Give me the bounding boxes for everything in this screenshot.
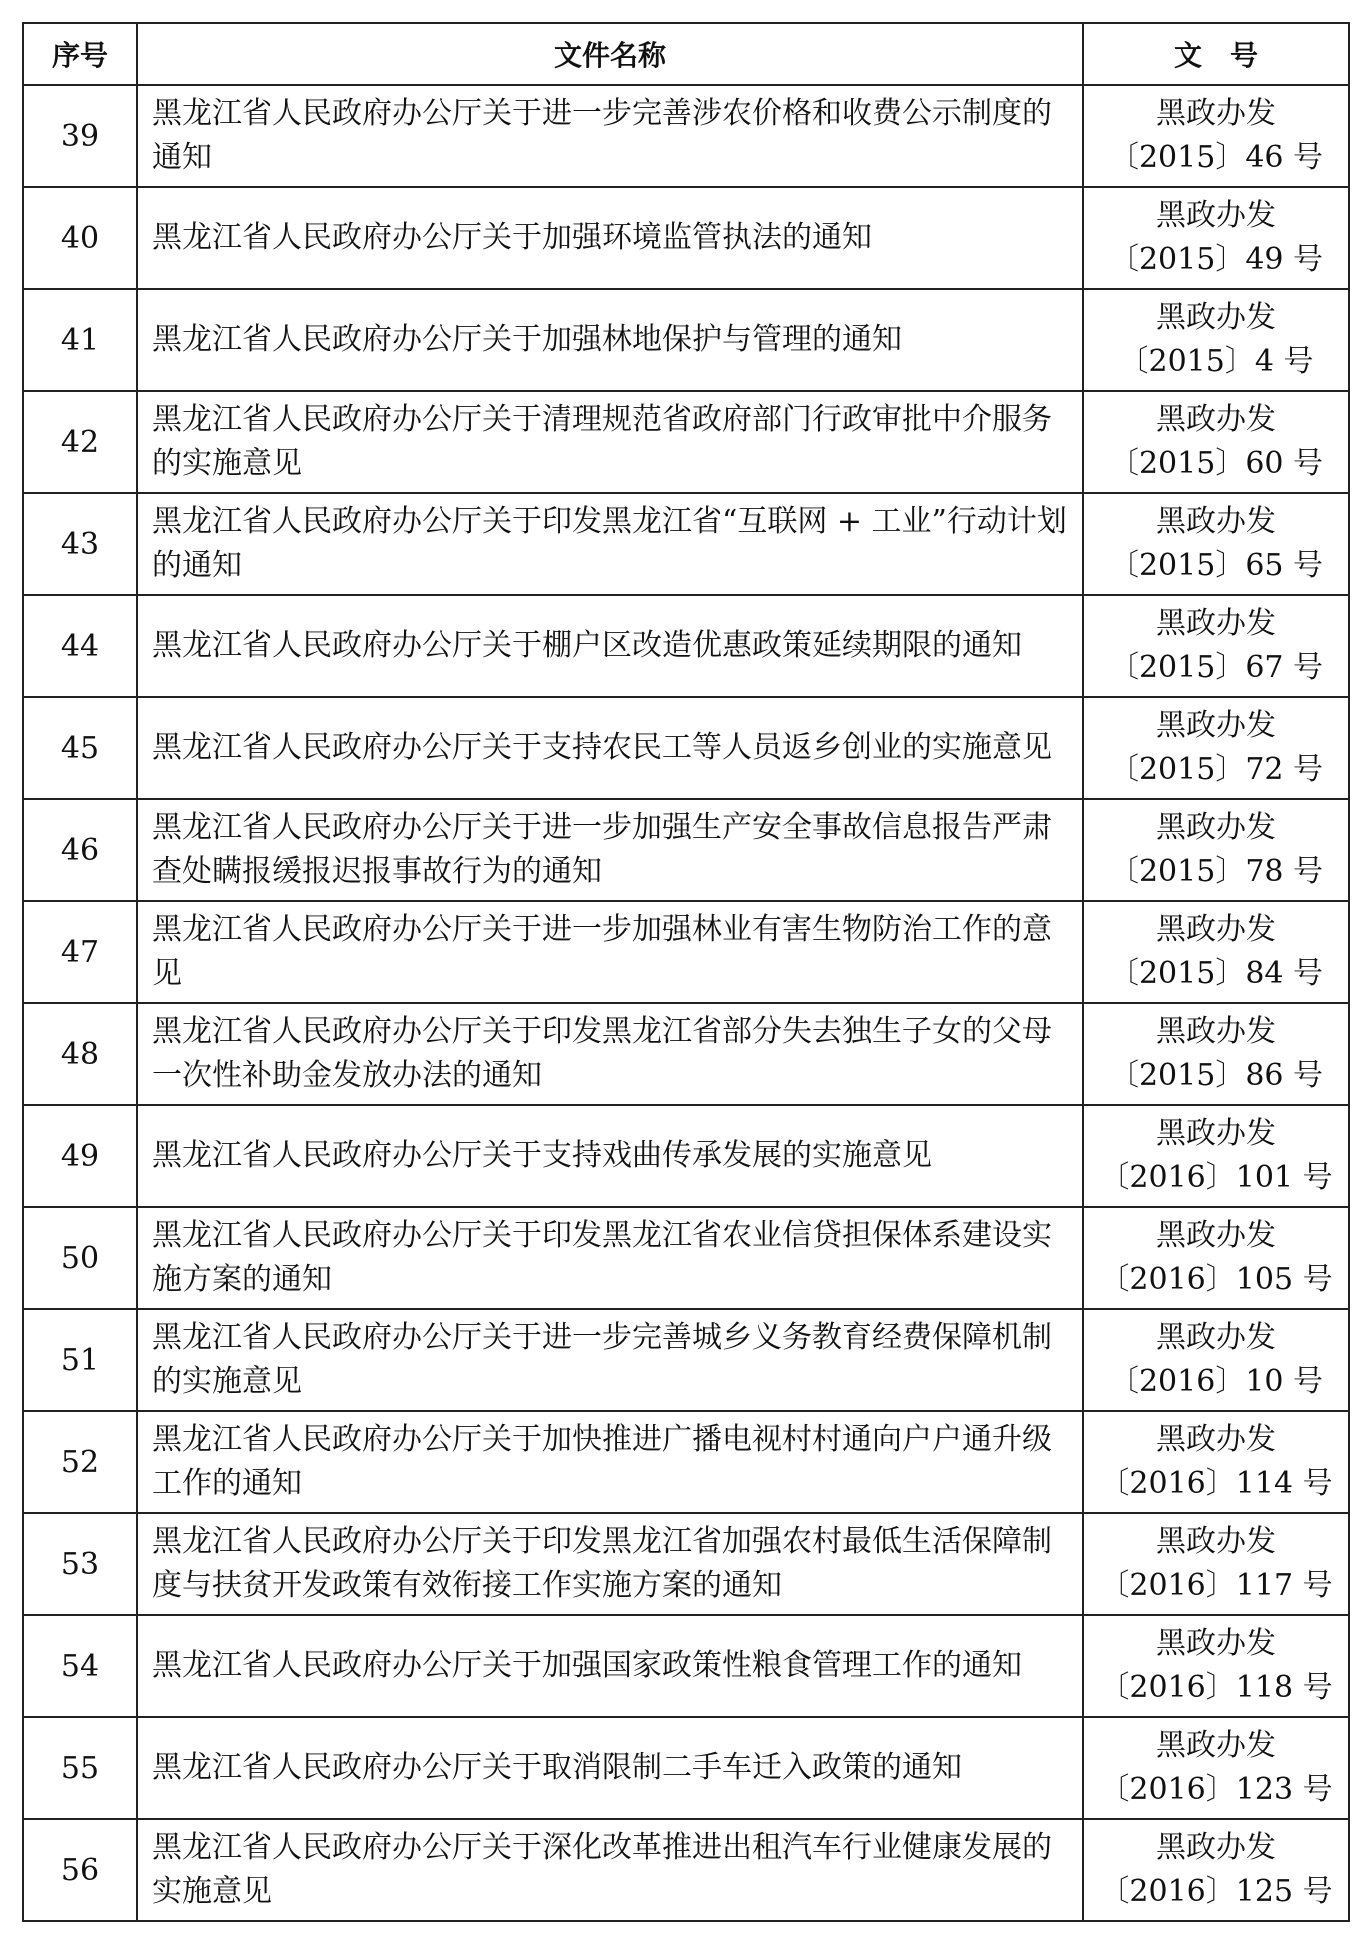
document-title: 黑龙江省人民政府办公厅关于支持戏曲传承发展的实施意见 xyxy=(137,1105,1083,1207)
table-row xyxy=(23,85,1349,187)
document-serial: 〔2015〕65 号 xyxy=(1108,548,1324,583)
document-serial: 〔2016〕105 号 xyxy=(1099,1262,1333,1297)
document-issuer-code: 黑政办发 xyxy=(1156,300,1276,335)
table-row xyxy=(23,1615,1349,1717)
row-number: 53 xyxy=(23,1513,137,1615)
table-header-row xyxy=(23,23,1349,85)
document-number xyxy=(1083,595,1349,697)
document-number xyxy=(1083,391,1349,493)
document-title: 黑龙江省人民政府办公厅关于进一步完善城乡义务教育经费保障机制的实施意见 xyxy=(137,1309,1083,1411)
column-header-docno: 文 号 xyxy=(1083,23,1349,85)
document-list-table xyxy=(22,22,1350,1922)
document-serial: 〔2016〕117 号 xyxy=(1099,1568,1333,1603)
document-serial: 〔2015〕60 号 xyxy=(1108,446,1324,481)
document-issuer-code: 黑政办发 xyxy=(1156,1830,1276,1865)
row-number: 45 xyxy=(23,697,137,799)
table-row xyxy=(23,1207,1349,1309)
document-issuer-code: 黑政办发 xyxy=(1156,402,1276,437)
document-title: 黑龙江省人民政府办公厅关于深化改革推进出租汽车行业健康发展的实施意见 xyxy=(137,1819,1083,1921)
table-row xyxy=(23,1819,1349,1921)
document-title: 黑龙江省人民政府办公厅关于加强林地保护与管理的通知 xyxy=(137,289,1083,391)
row-number: 42 xyxy=(23,391,137,493)
document-title: 黑龙江省人民政府办公厅关于印发黑龙江省加强农村最低生活保障制度与扶贫开发政策有效衔接工作实施方案的通知 xyxy=(137,1513,1083,1615)
document-serial: 〔2015〕72 号 xyxy=(1108,752,1324,787)
document-title: 黑龙江省人民政府办公厅关于取消限制二手车迁入政策的通知 xyxy=(137,1717,1083,1819)
document-issuer-code: 黑政办发 xyxy=(1156,1626,1276,1661)
table-row xyxy=(23,1105,1349,1207)
document-title: 黑龙江省人民政府办公厅关于印发黑龙江省部分失去独生子女的父母一次性补助金发放办法的通知 xyxy=(137,1003,1083,1105)
document-serial: 〔2016〕101 号 xyxy=(1099,1160,1333,1195)
row-number: 46 xyxy=(23,799,137,901)
document-issuer-code: 黑政办发 xyxy=(1156,96,1276,131)
document-serial: 〔2015〕67 号 xyxy=(1108,650,1324,685)
document-serial: 〔2015〕86 号 xyxy=(1108,1058,1324,1093)
document-issuer-code: 黑政办发 xyxy=(1156,1320,1276,1355)
table-row xyxy=(23,187,1349,289)
row-number: 40 xyxy=(23,187,137,289)
document-number xyxy=(1083,1411,1349,1513)
row-number: 54 xyxy=(23,1615,137,1717)
document-serial: 〔2016〕123 号 xyxy=(1099,1772,1333,1807)
document-number xyxy=(1083,1309,1349,1411)
document-issuer-code: 黑政办发 xyxy=(1156,606,1276,641)
document-number xyxy=(1083,1819,1349,1921)
document-number xyxy=(1083,85,1349,187)
document-title: 黑龙江省人民政府办公厅关于支持农民工等人员返乡创业的实施意见 xyxy=(137,697,1083,799)
row-number: 52 xyxy=(23,1411,137,1513)
table-row xyxy=(23,901,1349,1003)
document-number xyxy=(1083,1105,1349,1207)
table-row xyxy=(23,391,1349,493)
document-issuer-code: 黑政办发 xyxy=(1156,504,1276,539)
document-number xyxy=(1083,799,1349,901)
document-issuer-code: 黑政办发 xyxy=(1156,912,1276,947)
row-number: 39 xyxy=(23,85,137,187)
document-number xyxy=(1083,493,1349,595)
document-number xyxy=(1083,289,1349,391)
document-number xyxy=(1083,1003,1349,1105)
table-row xyxy=(23,1513,1349,1615)
document-title: 黑龙江省人民政府办公厅关于印发黑龙江省“互联网 + 工业”行动计划的通知 xyxy=(137,493,1083,595)
table-row xyxy=(23,799,1349,901)
document-number xyxy=(1083,187,1349,289)
document-number xyxy=(1083,697,1349,799)
document-issuer-code: 黑政办发 xyxy=(1156,198,1276,233)
table-row xyxy=(23,1003,1349,1105)
row-number: 47 xyxy=(23,901,137,1003)
document-title: 黑龙江省人民政府办公厅关于印发黑龙江省农业信贷担保体系建设实施方案的通知 xyxy=(137,1207,1083,1309)
column-header-no: 序号 xyxy=(23,23,137,85)
row-number: 51 xyxy=(23,1309,137,1411)
document-title: 黑龙江省人民政府办公厅关于加强国家政策性粮食管理工作的通知 xyxy=(137,1615,1083,1717)
table-body xyxy=(23,85,1349,1921)
row-number: 43 xyxy=(23,493,137,595)
table-row xyxy=(23,1717,1349,1819)
row-number: 50 xyxy=(23,1207,137,1309)
document-issuer-code: 黑政办发 xyxy=(1156,708,1276,743)
row-number: 49 xyxy=(23,1105,137,1207)
document-number xyxy=(1083,1615,1349,1717)
document-serial: 〔2015〕49 号 xyxy=(1108,242,1324,277)
document-title: 黑龙江省人民政府办公厅关于加强环境监管执法的通知 xyxy=(137,187,1083,289)
document-issuer-code: 黑政办发 xyxy=(1156,1524,1276,1559)
document-serial: 〔2016〕118 号 xyxy=(1099,1670,1333,1705)
document-serial: 〔2015〕84 号 xyxy=(1108,956,1324,991)
document-title: 黑龙江省人民政府办公厅关于清理规范省政府部门行政审批中介服务的实施意见 xyxy=(137,391,1083,493)
document-issuer-code: 黑政办发 xyxy=(1156,1116,1276,1151)
row-number: 44 xyxy=(23,595,137,697)
document-issuer-code: 黑政办发 xyxy=(1156,1014,1276,1049)
document-number xyxy=(1083,1717,1349,1819)
document-serial: 〔2015〕46 号 xyxy=(1108,140,1324,175)
document-issuer-code: 黑政办发 xyxy=(1156,1218,1276,1253)
table-row xyxy=(23,697,1349,799)
table-row xyxy=(23,595,1349,697)
document-serial: 〔2016〕10 号 xyxy=(1108,1364,1324,1399)
row-number: 41 xyxy=(23,289,137,391)
document-serial: 〔2016〕114 号 xyxy=(1099,1466,1333,1501)
document-number xyxy=(1083,901,1349,1003)
document-issuer-code: 黑政办发 xyxy=(1156,1728,1276,1763)
document-title: 黑龙江省人民政府办公厅关于进一步加强林业有害生物防治工作的意见 xyxy=(137,901,1083,1003)
document-number xyxy=(1083,1207,1349,1309)
row-number: 55 xyxy=(23,1717,137,1819)
document-serial: 〔2016〕125 号 xyxy=(1099,1874,1333,1909)
document-title: 黑龙江省人民政府办公厅关于进一步加强生产安全事故信息报告严肃查处瞒报缓报迟报事故行为的通知 xyxy=(137,799,1083,901)
table-row xyxy=(23,1411,1349,1513)
table-row xyxy=(23,493,1349,595)
table-row xyxy=(23,1309,1349,1411)
document-title: 黑龙江省人民政府办公厅关于加快推进广播电视村村通向户户通升级工作的通知 xyxy=(137,1411,1083,1513)
document-serial: 〔2015〕4 号 xyxy=(1118,344,1314,379)
document-number xyxy=(1083,1513,1349,1615)
row-number: 56 xyxy=(23,1819,137,1921)
document-serial: 〔2015〕78 号 xyxy=(1108,854,1324,889)
document-issuer-code: 黑政办发 xyxy=(1156,810,1276,845)
column-header-name: 文件名称 xyxy=(137,23,1083,85)
document-title: 黑龙江省人民政府办公厅关于进一步完善涉农价格和收费公示制度的通知 xyxy=(137,85,1083,187)
row-number: 48 xyxy=(23,1003,137,1105)
document-title: 黑龙江省人民政府办公厅关于棚户区改造优惠政策延续期限的通知 xyxy=(137,595,1083,697)
table-row xyxy=(23,289,1349,391)
document-issuer-code: 黑政办发 xyxy=(1156,1422,1276,1457)
